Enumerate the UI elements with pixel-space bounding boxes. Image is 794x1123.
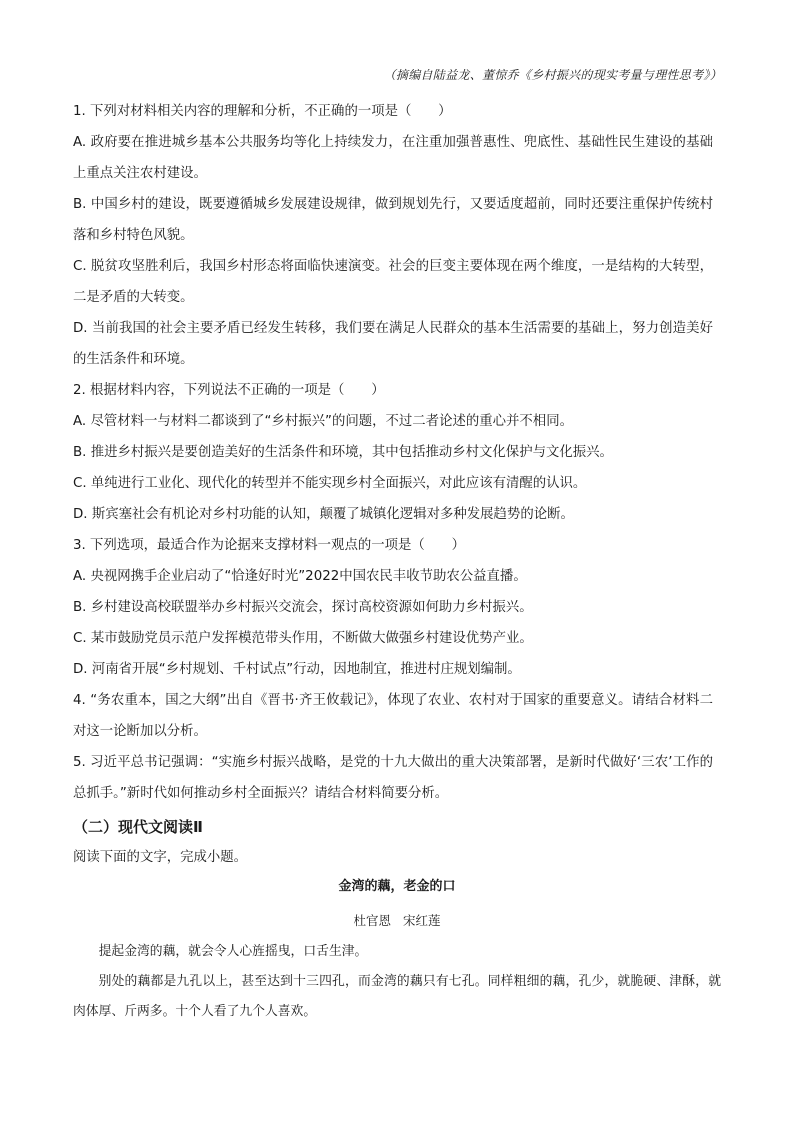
question-2-option-d: D. 斯宾塞社会有机论对乡村功能的认知，颠覆了城镇化逻辑对多种发展趋势的论断。 bbox=[73, 507, 574, 522]
question-1-option-b: B. 中国乡村的建设，既要遵循城乡发展建设规律，做到规划先行，又要适度超前，同时还要注重保护传统村落和乡村特色风貌。 bbox=[73, 197, 713, 243]
question-3-option-b: B. 乡村建设高校联盟举办乡村振兴交流会，探讨高校资源如何助力乡村振兴。 bbox=[73, 600, 533, 615]
question-2-option-a: A. 尽管材料一与材料二都谈到了“乡村振兴”的问题，不过二者论述的重心并不相同。 bbox=[73, 414, 573, 429]
question-3-stem: 3. 下列选项，最适合作为论据来支撑材料一观点的一项是（ ） bbox=[73, 538, 465, 553]
question-1-option-a: A. 政府要在推进城乡基本公共服务均等化上持续发力，在注重加强普惠性、兜底性、基础性民生建设的基础上重点关注农村建设。 bbox=[73, 135, 713, 181]
question-3-option-d: D. 河南省开展“乡村规划、千村试点”行动，因地制宜，推进村庄规划编制。 bbox=[73, 662, 521, 677]
material-source-citation: （摘编自陆益龙、董惊乔《乡村振兴的现实考量与理性思考》） bbox=[383, 68, 722, 82]
section-heading: （二）现代文阅读Ⅱ bbox=[73, 818, 203, 836]
question-4: 4. “务农重本，国之大纲”出自《晋书·齐王攸载记》，体现了农业、农村对于国家的重要意义。请结合材料二对这一论断加以分析。 bbox=[73, 693, 713, 739]
article-body bbox=[73, 937, 721, 1027]
question-1-stem: 1. 下列对材料相关内容的理解和分析，不正确的一项是（ ） bbox=[73, 104, 452, 119]
reading-instruction: 阅读下面的文字，完成小题。 bbox=[73, 850, 248, 865]
question-3-option-c: C. 某市鼓励党员示范户发挥模范带头作用，不断做大做强乡村建设优势产业。 bbox=[73, 631, 533, 646]
article-title: 金湾的藕，老金的口 bbox=[338, 879, 456, 894]
question-1-option-d: D. 当前我国的社会主要矛盾已经发生转移，我们要在满足人民群众的基本生活需要的基础上，努力创造美好的生活条件和环境。 bbox=[73, 321, 713, 367]
question-2-option-c: C. 单纯进行工业化、现代化的转型并不能实现乡村全面振兴，对此应该有清醒的认识。 bbox=[73, 476, 587, 491]
question-1-option-c: C. 脱贫攻坚胜利后，我国乡村形态将面临快速演变。社会的巨变主要体现在两个维度，一是结构的大转型，二是矛盾的大转变。 bbox=[73, 259, 713, 305]
question-list bbox=[73, 96, 713, 809]
question-5: 5. 习近平总书记强调：“实施乡村振兴战略，是党的十九大做出的重大决策部署，是新时代做好‘三农’工作的总抓手。”新时代如何推动乡村全面振兴？请结合材料简要分析。 bbox=[73, 755, 713, 801]
article-paragraph-2: 别处的藕都是九孔以上，甚至达到十三四孔，而金湾的藕只有七孔。同样粗细的藕，孔少，就脆硬、津酥，就肉体厚、斤两多。十个人看了九个人喜欢。 bbox=[73, 974, 721, 1019]
question-2-option-b: B. 推进乡村振兴是要创造美好的生活条件和环境，其中包括推动乡村文化保护与文化振兴。 bbox=[73, 445, 613, 460]
question-2-stem: 2. 根据材料内容，下列说法不正确的一项是（ ） bbox=[73, 383, 385, 398]
article-paragraph-1: 提起金湾的藕，就会令人心旌摇曳，口舌生津。 bbox=[98, 944, 368, 959]
question-3-option-a: A. 央视网携手企业启动了“恰逢好时光”2022中国农民丰收节助农公益直播。 bbox=[73, 569, 527, 584]
article-authors: 杜官恩 宋红莲 bbox=[353, 913, 441, 928]
